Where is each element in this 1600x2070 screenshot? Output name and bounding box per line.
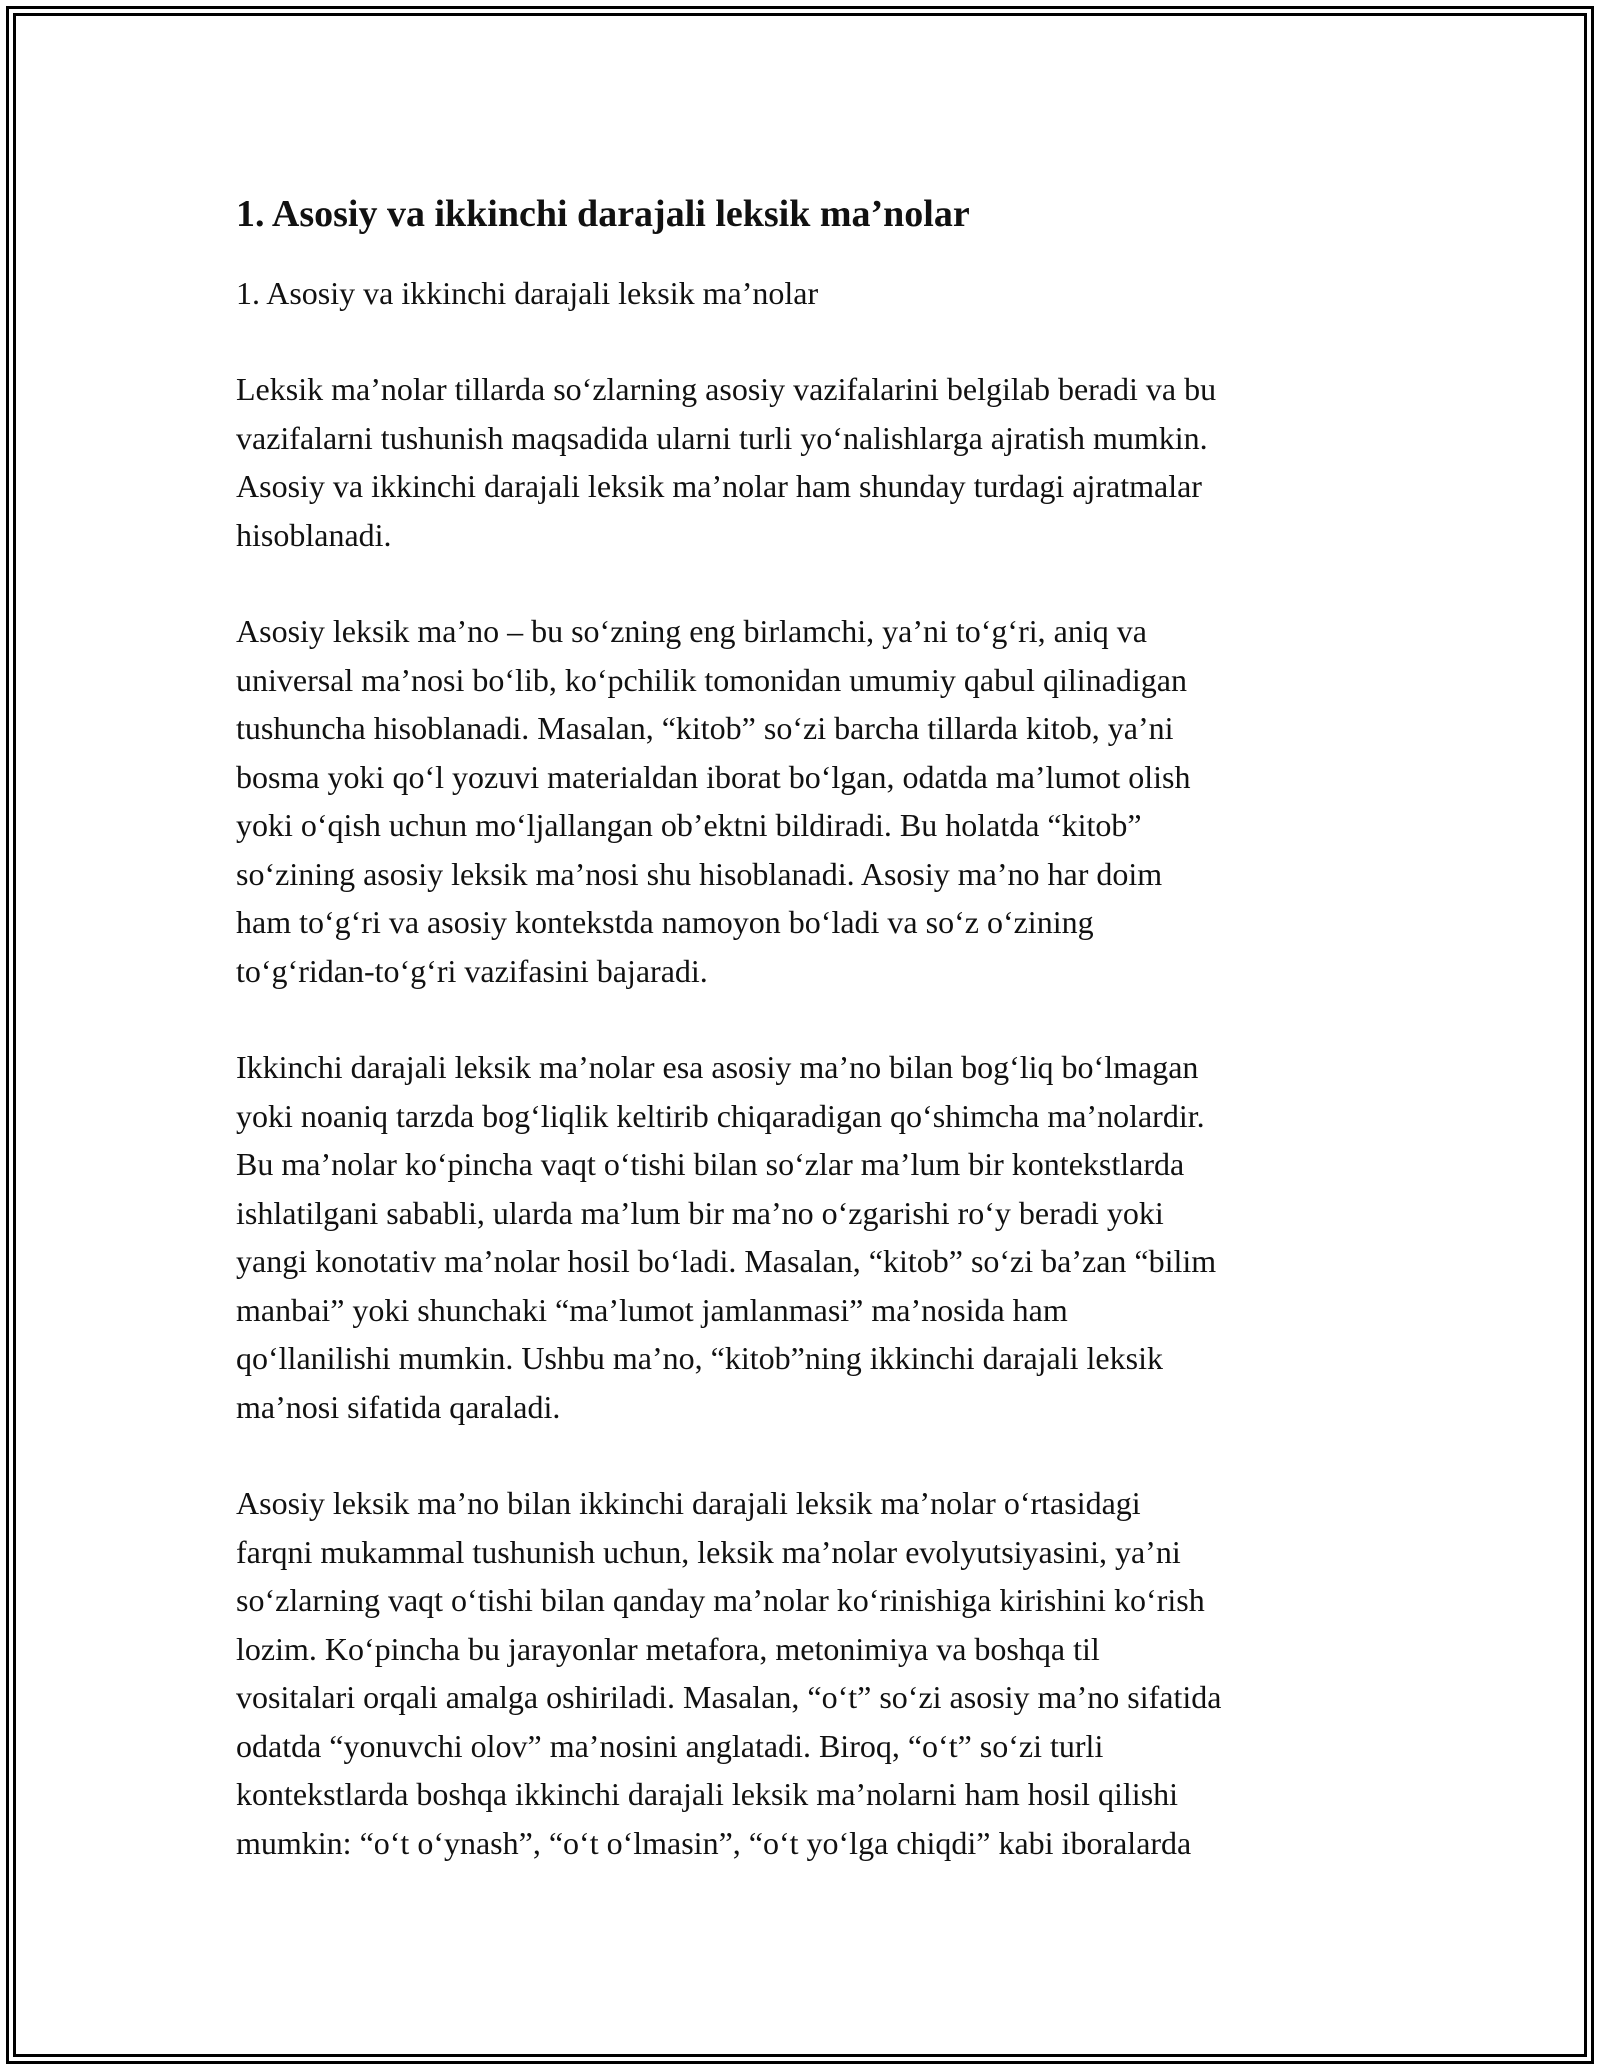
paragraph-line: mumkin: “o‘t o‘ynash”, “o‘t o‘lmasin”, “o‘t yo‘lga chiqdi” kabi iboralarda (236, 1824, 1192, 1861)
paragraph-line: Ikkinchi darajali leksik ma’nolar esa asosiy ma’no bilan bog‘liq bo‘lmagan (236, 1049, 1199, 1085)
paragraph-line: ishlatilgani sababli, ularda ma’lum bir ma’no o‘zgarishi ro‘y beradi yoki (236, 1194, 1164, 1231)
paragraph-line: Bu ma’nolar ko‘pincha vaqt o‘tishi bilan so‘zlar ma’lum bir kontekstlarda (236, 1146, 1185, 1182)
paragraph-line: yoki o‘qish uchun mo‘ljallangan ob’ektni bildiradi. Bu holatda “kitob” (236, 807, 1142, 843)
paragraph-line: kontekstlarda boshqa ikkinchi darajali leksik ma’nolarni ham hosil qilishi (236, 1776, 1179, 1812)
paragraph-line: lozim. Ko‘pincha bu jarayonlar metafora, metonimiya va boshqa til (236, 1630, 1100, 1667)
paragraph-line: odatda “yonuvchi olov” ma’nosini anglatadi. Biroq, “o‘t” so‘zi turli (236, 1727, 1104, 1764)
paragraph-2 (236, 607, 1366, 995)
paragraph-line: qo‘llanilishi mumkin. Ushbu ma’no, “kitob”ning ikkinchi darajali leksik (236, 1340, 1163, 1376)
paragraph-line: yangi konotativ ma’nolar hosil bo‘ladi. Masalan, “kitob” so‘zi ba’zan “bilim (236, 1243, 1217, 1279)
paragraph-line: Asosiy va ikkinchi darajali leksik ma’nolar ham shunday turdagi ajratmalar (236, 468, 1202, 504)
paragraph-4 (236, 1479, 1366, 1867)
paragraph-line: tushuncha hisoblanadi. Masalan, “kitob” so‘zi barcha tillarda kitob, ya’ni (236, 710, 1174, 746)
paragraph-line: universal ma’nosi bo‘lib, ko‘pchilik tomonidan umumiy qabul qilinadigan (236, 661, 1187, 698)
paragraph-line: Asosiy leksik ma’no – bu so‘zning eng birlamchi, ya’ni to‘g‘ri, aniq va (236, 613, 1147, 649)
paragraph-line: bosma yoki qo‘l yozuvi materialdan iborat bo‘lgan, odatda ma’lumot olish (236, 758, 1191, 795)
paragraph-line: Leksik ma’nolar tillarda so‘zlarning asosiy vazifalarini belgilab beradi va bu (236, 371, 1217, 407)
paragraph-line: to‘g‘ridan-to‘g‘ri vazifasini bajaradi. (236, 952, 708, 989)
paragraph-line: vositalari orqali amalga oshiriladi. Masalan, “o‘t” so‘zi asosiy ma’no sifatida (236, 1679, 1222, 1715)
paragraph-3 (236, 1043, 1366, 1431)
paragraph-line: ham to‘g‘ri va asosiy kontekstda namoyon bo‘ladi va so‘z o‘zining (236, 904, 1094, 940)
paragraph-line: so‘zlarning vaqt o‘tishi bilan qanday ma’nolar ko‘rinishiga kirishini ko‘rish (236, 1582, 1205, 1618)
paragraph-1 (236, 365, 1366, 559)
document-subheading: 1. Asosiy va ikkinchi darajali leksik ma’nolar (236, 275, 819, 311)
document-body (236, 185, 1366, 1867)
paragraph-line: so‘zining asosiy leksik ma’nosi shu hisoblanadi. Asosiy ma’no har doim (236, 855, 1163, 892)
paragraph-line: hisoblanadi. (236, 516, 392, 553)
paragraph-line: Asosiy leksik ma’no bilan ikkinchi darajali leksik ma’nolar o‘rtasidagi (236, 1485, 1141, 1521)
document-heading: 1. Asosiy va ikkinchi darajali leksik ma’nolar (236, 193, 970, 235)
paragraph-line: farqni mukammal tushunish uchun, leksik ma’nolar evolyutsiyasini, ya’ni (236, 1533, 1181, 1570)
paragraph-line: yoki noaniq tarzda bog‘liqlik keltirib chiqaradigan qo‘shimcha ma’nolardir. (236, 1097, 1205, 1134)
paragraph-line: manbai” yoki shunchaki “ma’lumot jamlanmasi” ma’nosida ham (236, 1291, 1068, 1328)
paragraph-line: ma’nosi sifatida qaraladi. (236, 1388, 561, 1425)
paragraph-line: vazifalarni tushunish maqsadida ularni turli yo‘nalishlarga ajratish mumkin. (236, 419, 1208, 456)
